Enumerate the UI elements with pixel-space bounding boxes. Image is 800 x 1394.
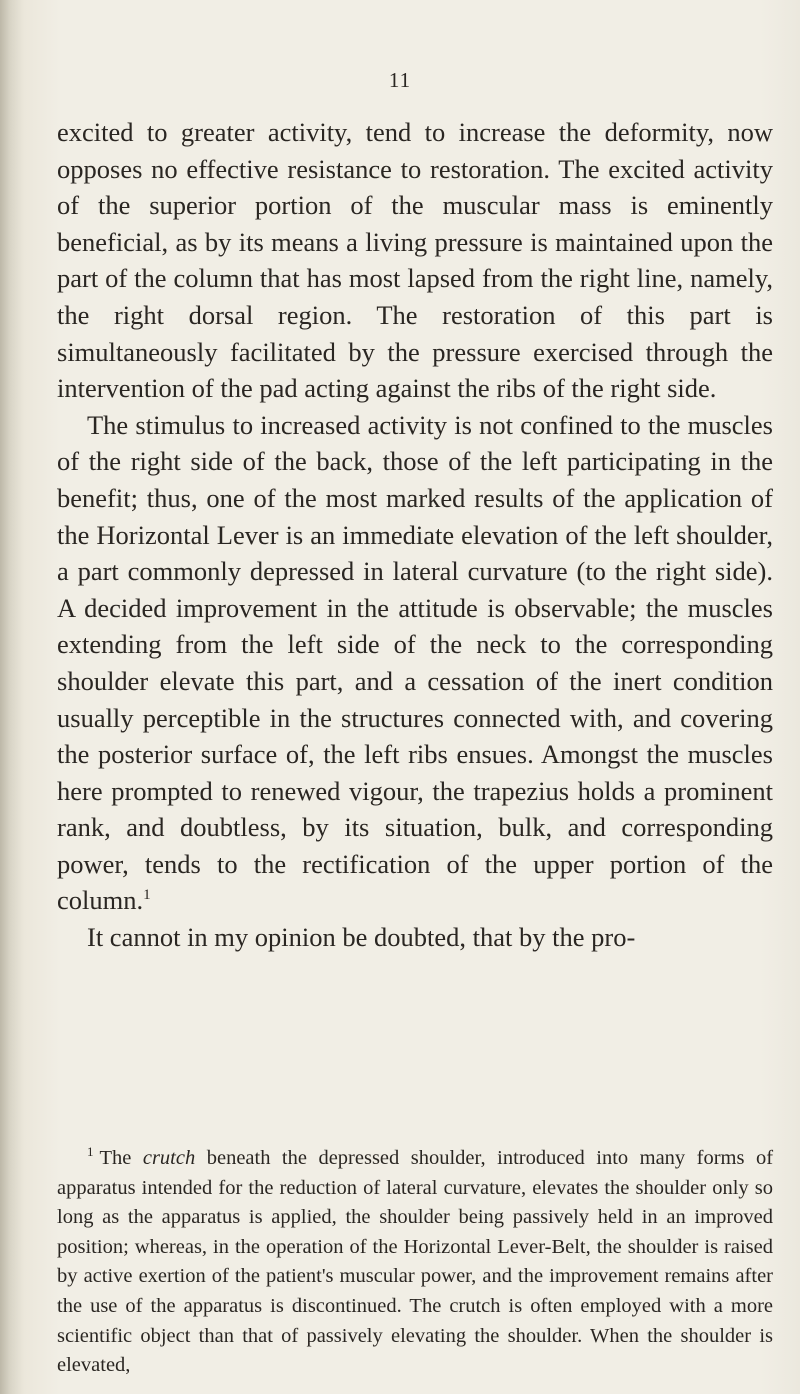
main-text — [57, 114, 773, 956]
footnote-marker: 1 — [87, 1144, 94, 1159]
paragraph-3: It cannot in my opinion be doubted, that by the pro- — [87, 922, 636, 953]
footnote-text: beneath the depressed shoulder, introduced into many forms of apparatus intended for the reduction of lateral curvature, elevates the shoulder only so long as the apparatus is applied, the shoulder being passively held in an improved position; whereas, in the operation of the Horizontal Lever-Belt, the shoulder is raised by active exertion of the patient's muscular power, and the improvement remains after the use of the apparatus is discontinued. The crutch is often employed with a more scientific object than that of passively elevating the shoulder. When the shoulder is elevated, — [57, 1147, 774, 1377]
footnote-lead: The — [99, 1147, 132, 1169]
page-number: 11 — [388, 68, 412, 92]
footnote-paragraph — [57, 1144, 773, 1381]
paragraph-1: excited to greater activity, tend to increase the deformity, now opposes no effective resistance to restoration. The excited activity of the superior portion of the muscular mass is eminently beneficial, as by its means a living pressure is maintained upon the part of the column that has most lapsed from the right line, namely, the right dorsal region. The restoration of this part is simultaneously facilitated by the pressure exercised through the intervention of the pad acting against the ribs of the right side. — [57, 117, 773, 404]
footnote-reference: 1 — [143, 887, 151, 904]
paragraph-2-text: The stimulus to increased activity is not confined to the muscles of the right side of the back, those of the left participating in the benefit; thus, one of the most marked results of the application of the Horizontal Lever is an immediate elevation of the left shoulder, a part commonly depressed in lateral curvature (to the right side). A decided improvement in the attitude is observable; the muscles extending from the left side of the neck to the corresponding shoulder elevate this part, and a cessation of the inert condition usually perceptible in the structures connected with, and covering the posterior surface of, the left ribs ensues. Amongst the muscles here prompted to renewed vigour, the trapezius holds a prominent rank, and doubtless, by its situation, bulk, and corresponding power, tends to the rectification of the upper portion of the column. — [57, 409, 773, 916]
paragraph-2 — [57, 407, 773, 919]
footnote — [57, 1144, 773, 1381]
footnote-italic-term: crutch — [142, 1147, 196, 1169]
